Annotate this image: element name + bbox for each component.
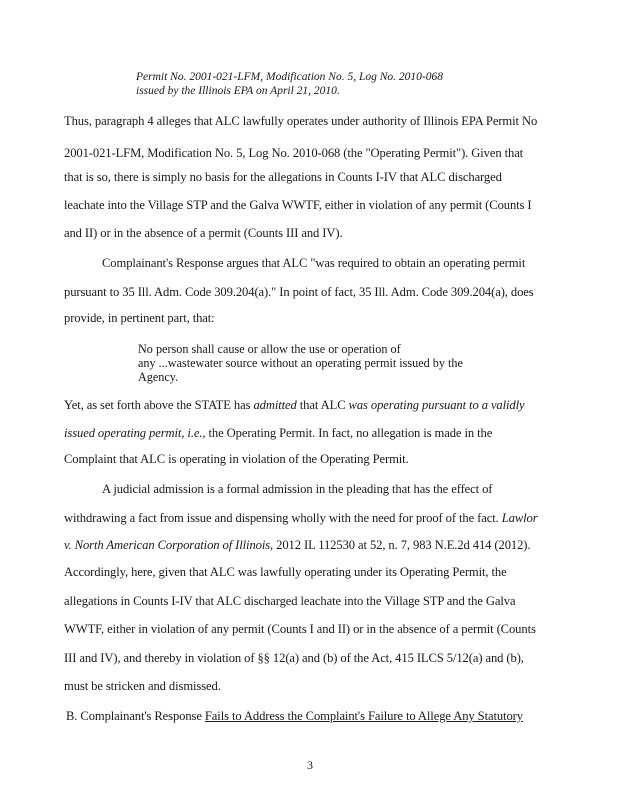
section-heading — [66, 709, 523, 724]
quote-line-3: Agency. — [138, 370, 179, 384]
quote-line-2: any ...wastewater source without an operating permit issued by the — [138, 356, 463, 370]
para3-line-1 — [64, 398, 525, 413]
case-citation: , 2012 IL 112530 at 52, n. 7, 983 N.E.2d 414 (2012). — [270, 538, 531, 552]
emphasis-admitted: admitted — [253, 398, 297, 412]
para4-line-8: must be stricken and dismissed. — [64, 679, 221, 693]
page-number: 3 — [307, 758, 313, 772]
para2-line-2: pursuant to 35 Ill. Adm. Code 309.204(a)." In point of fact, 35 Ill. Adm. Code 309.204(a), does — [64, 285, 534, 299]
para4-line-7: III and IV), and thereby in violation of §§ 12(a) and (b) of the Act, 415 ILCS 5/12(a) and (b), — [64, 651, 524, 665]
para4-line-2 — [64, 511, 538, 526]
para3-line-2 — [64, 426, 492, 441]
para3-text: , the Operating Permit. In fact, no allegation is made in the — [202, 426, 493, 440]
para3-line-3: Complaint that ALC is operating in violation of the Operating Permit. — [64, 452, 409, 466]
quote-line-1: No person shall cause or allow the use or operation of — [138, 342, 401, 356]
citation-block — [136, 70, 443, 98]
para4-line-1: A judicial admission is a formal admission in the pleading that has the effect of — [102, 482, 493, 496]
para1-line-3: that is so, there is simply no basis for the allegations in Counts I-IV that ALC discharged — [64, 170, 502, 184]
citation-line-2: issued by the Illinois EPA on April 21, 2010. — [136, 85, 340, 97]
para1-line-5: and II) or in the absence of a permit (Counts III and IV). — [64, 226, 343, 240]
emphasis-issued-permit: issued operating permit, i.e. — [64, 426, 203, 440]
heading-label: B. Complainant's Response — [66, 709, 205, 723]
para1-line-2: 2001-021-LFM, Modification No. 5, Log No. 2010-068 (the "Operating Permit"). Given that — [64, 146, 524, 160]
para4-text: withdrawing a fact from issue and dispensing wholly with the need for proof of the fact. — [64, 511, 502, 525]
emphasis-validly: was operating pursuant to a validly — [348, 398, 525, 412]
block-quote — [138, 342, 463, 384]
citation-line-1: Permit No. 2001-021-LFM, Modification No. 5, Log No. 2010-068 — [136, 71, 443, 83]
para1-line-4: leachate into the Village STP and the Galva WWTF, either in violation of any permit (Counts I — [64, 198, 532, 212]
para3-text: Yet, as set forth above the STATE has — [64, 398, 254, 412]
para2-line-3: provide, in pertinent part, that: — [64, 311, 215, 325]
para4-line-3 — [64, 538, 530, 553]
para1-line-1: Thus, paragraph 4 alleges that ALC lawfully operates under authority of Illinois EPA Permit No — [64, 114, 538, 128]
para3-text: that ALC — [296, 398, 349, 412]
case-name-lawlor: Lawlor — [501, 511, 538, 525]
para4-line-6: WWTF, either in violation of any permit (Counts I and II) or in the absence of a permit (Counts — [64, 622, 536, 636]
case-name-north-american: v. North American Corporation of Illinois — [64, 538, 271, 552]
heading-underlined: Fails to Address the Complaint's Failure to Allege Any Statutory — [204, 709, 523, 723]
para4-line-4: Accordingly, here, given that ALC was lawfully operating under its Operating Permit, the — [64, 565, 507, 579]
para2-line-1: Complainant's Response argues that ALC "was required to obtain an operating permit — [102, 256, 526, 270]
para4-line-5: allegations in Counts I-IV that ALC discharged leachate into the Village STP and the Galva — [64, 594, 516, 608]
